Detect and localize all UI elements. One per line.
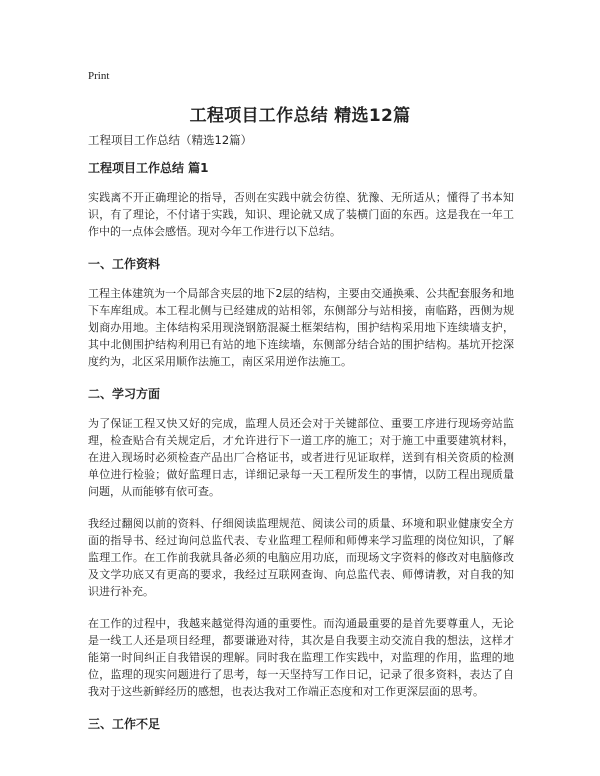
article-heading: 工程项目工作总结 篇1 (88, 161, 209, 175)
page-title: 工程项目工作总结 精选12篇 (189, 106, 411, 126)
intro-paragraph: 实践离不开正确理论的指导，否则在实践中就会彷徨、犹豫、无所适从；懂得了书本知识，有了理论，不付诸于实践，知识、理论就又成了装横门面的东西。这是我在一年工作中的一点体会感悟。现对今年工作进行以下总结。 (88, 191, 514, 239)
learning-paragraph-2: 我经过翻阅以前的资料、仔细阅读监理规范、阅读公司的质量、环境和职业健康安全方面的指导书、经过询问总监代表、专业监理工程师和师傅来学习监理的岗位知识，了解监理工作。在工作前我就具备必须的电脑应用功底，而现场文字资料的修改对电脑修改及文学功底又有更高的要求，我经过互联网查询、向总监代表、师傅请教，对自我的知识进行补充。 (88, 516, 514, 599)
article-body (88, 159, 514, 745)
work-info-paragraph: 工程主体建筑为一个局部含夹层的地下2层的结构，主要由交通换乘、公共配套服务和地下车库组成。本工程北侧与已经建成的站相邻，东侧部分与站相接，南临路，西侧为规划商办用地。主体结构采用现浇钢筋混凝土框架结构，围护结构采用地下连续墙支护，其中北侧围护结构利用已有站的地下连续墙，东侧部分结合站的围护结构。基坑开挖深度约为，北区采用顺作法施工，南区采用逆作法施工。 (88, 286, 514, 369)
learning-paragraph-3: 在工作的过程中，我越来越觉得沟通的重要性。而沟通最重要的是首先要尊重人，无论是一线工人还是项目经理，都要谦逊对待，其次是自我要主动交流自我的想法，这样才能第一时间纠正自我错误的理解。同时我在监理工作实践中，对监理的作用，监理的地位，监理的现实问题进行了思考，每一天坚持写工作日记，记录了很多资料，表达了自我对于这些新鲜经历的感想，也表达我对工作端正态度和对工作更深层面的思考。 (88, 616, 514, 699)
learning-paragraph-1: 为了保证工程又快又好的完成，监理人员还会对于关键部位、重要工序进行现场旁站监理，检查贴合有关规定后，才允许进行下一道工序的施工；对于施工中重要建筑材料，在进入现场时必须检查产品出厂合格证书，或者进行见证取样，送到有相关资质的检测单位进行检验；做好监理日志，详细记录每一天工程所发生的事情，以防工程出现质量问题，从而能够有依可查。 (88, 416, 514, 499)
section-heading-shortcomings: 三、工作不足 (88, 716, 161, 731)
section-heading-learning: 二、学习方面 (88, 386, 161, 401)
section-heading-work-info: 一、工作资料 (88, 256, 161, 271)
print-label[interactable]: Print (88, 70, 110, 82)
document-subtitle: 工程项目工作总结（精选12篇） (88, 133, 253, 147)
